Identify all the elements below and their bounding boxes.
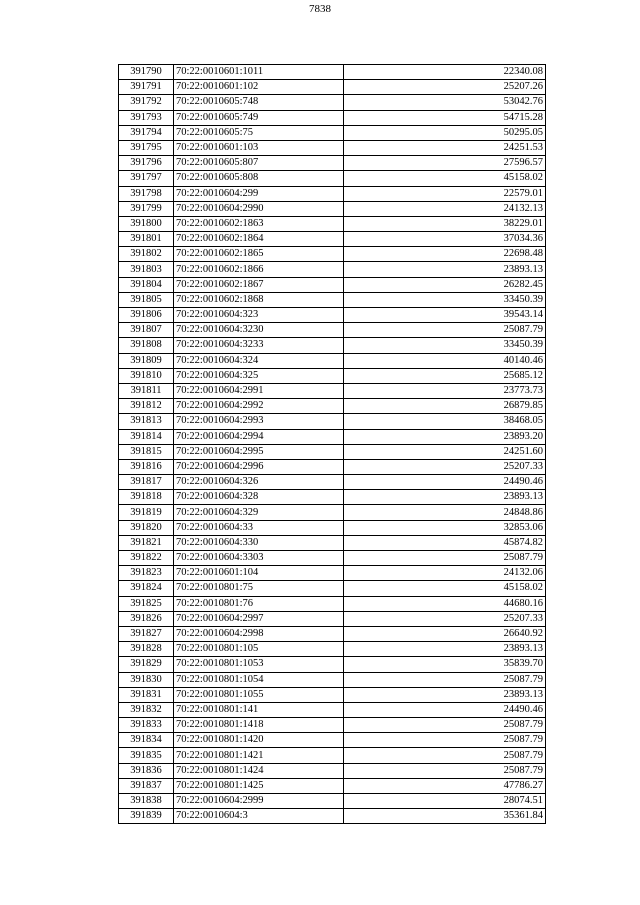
row-id-cell: 391839 [119, 809, 174, 824]
table-row [119, 672, 546, 687]
table-row [119, 399, 546, 414]
table-row [119, 353, 546, 368]
row-id-cell: 391804 [119, 277, 174, 292]
table-row [119, 156, 546, 171]
row-id-cell: 391807 [119, 323, 174, 338]
row-id-cell: 391821 [119, 535, 174, 550]
table-row [119, 110, 546, 125]
cadastral-number-cell: 70:22:0010604:2996 [174, 459, 344, 474]
row-id-cell: 391795 [119, 140, 174, 155]
value-cell: 53042.76 [344, 95, 546, 110]
value-cell: 24251.53 [344, 140, 546, 155]
cadastral-number-cell: 70:22:0010601:102 [174, 80, 344, 95]
table-row [119, 505, 546, 520]
table-row [119, 490, 546, 505]
row-id-cell: 391794 [119, 125, 174, 140]
cadastral-number-cell: 70:22:0010801:1424 [174, 763, 344, 778]
table-body [119, 65, 546, 824]
value-cell: 23893.13 [344, 642, 546, 657]
table-row [119, 794, 546, 809]
value-cell: 25087.79 [344, 718, 546, 733]
table-row [119, 277, 546, 292]
row-id-cell: 391826 [119, 611, 174, 626]
cadastral-number-cell: 70:22:0010604:2990 [174, 201, 344, 216]
row-id-cell: 391818 [119, 490, 174, 505]
row-id-cell: 391813 [119, 414, 174, 429]
table-row [119, 733, 546, 748]
value-cell: 54715.28 [344, 110, 546, 125]
row-id-cell: 391805 [119, 292, 174, 307]
cadastral-number-cell: 70:22:0010801:1054 [174, 672, 344, 687]
table-row [119, 383, 546, 398]
cadastral-number-cell: 70:22:0010604:323 [174, 308, 344, 323]
table-row [119, 718, 546, 733]
table-row [119, 763, 546, 778]
row-id-cell: 391831 [119, 687, 174, 702]
cadastral-number-cell: 70:22:0010602:1863 [174, 216, 344, 231]
cadastral-number-cell: 70:22:0010801:141 [174, 702, 344, 717]
value-cell: 25087.79 [344, 763, 546, 778]
row-id-cell: 391801 [119, 232, 174, 247]
cadastral-number-cell: 70:22:0010605:75 [174, 125, 344, 140]
cadastral-number-cell: 70:22:0010604:33 [174, 520, 344, 535]
value-cell: 26879.85 [344, 399, 546, 414]
value-cell: 24848.86 [344, 505, 546, 520]
value-cell: 40140.46 [344, 353, 546, 368]
table-row [119, 247, 546, 262]
row-id-cell: 391809 [119, 353, 174, 368]
cadastral-number-cell: 70:22:0010604:324 [174, 353, 344, 368]
cadastral-number-cell: 70:22:0010604:326 [174, 475, 344, 490]
table-row [119, 338, 546, 353]
value-cell: 24132.06 [344, 566, 546, 581]
table-row [119, 551, 546, 566]
table-row [119, 702, 546, 717]
value-cell: 23893.13 [344, 490, 546, 505]
table-row [119, 687, 546, 702]
cadastral-number-cell: 70:22:0010801:76 [174, 596, 344, 611]
value-cell: 45158.02 [344, 581, 546, 596]
table-row [119, 232, 546, 247]
table-row [119, 611, 546, 626]
row-id-cell: 391836 [119, 763, 174, 778]
value-cell: 24251.60 [344, 444, 546, 459]
cadastral-number-cell: 70:22:0010801:1421 [174, 748, 344, 763]
cadastral-number-cell: 70:22:0010801:1053 [174, 657, 344, 672]
table-row [119, 459, 546, 474]
cadastral-number-cell: 70:22:0010605:748 [174, 95, 344, 110]
cadastral-number-cell: 70:22:0010801:1425 [174, 778, 344, 793]
row-id-cell: 391808 [119, 338, 174, 353]
value-cell: 24490.46 [344, 702, 546, 717]
row-id-cell: 391835 [119, 748, 174, 763]
cadastral-number-cell: 70:22:0010602:1865 [174, 247, 344, 262]
cadastral-table [118, 64, 546, 824]
table-row [119, 140, 546, 155]
value-cell: 23773.73 [344, 383, 546, 398]
table-row [119, 292, 546, 307]
value-cell: 25087.79 [344, 551, 546, 566]
table-row [119, 626, 546, 641]
row-id-cell: 391812 [119, 399, 174, 414]
row-id-cell: 391803 [119, 262, 174, 277]
cadastral-number-cell: 70:22:0010604:2992 [174, 399, 344, 414]
cadastral-number-cell: 70:22:0010801:105 [174, 642, 344, 657]
row-id-cell: 391827 [119, 626, 174, 641]
row-id-cell: 391800 [119, 216, 174, 231]
value-cell: 33450.39 [344, 292, 546, 307]
value-cell: 38468.05 [344, 414, 546, 429]
cadastral-number-cell: 70:22:0010801:1418 [174, 718, 344, 733]
cadastral-number-cell: 70:22:0010604:2995 [174, 444, 344, 459]
row-id-cell: 391816 [119, 459, 174, 474]
table-row [119, 748, 546, 763]
table-row [119, 216, 546, 231]
cadastral-number-cell: 70:22:0010801:1055 [174, 687, 344, 702]
table-row [119, 171, 546, 186]
row-id-cell: 391791 [119, 80, 174, 95]
value-cell: 27596.57 [344, 156, 546, 171]
table-row [119, 444, 546, 459]
table-row [119, 778, 546, 793]
value-cell: 25087.79 [344, 672, 546, 687]
cadastral-number-cell: 70:22:0010601:103 [174, 140, 344, 155]
row-id-cell: 391822 [119, 551, 174, 566]
value-cell: 25207.26 [344, 80, 546, 95]
row-id-cell: 391811 [119, 383, 174, 398]
table-row [119, 657, 546, 672]
cadastral-number-cell: 70:22:0010604:3303 [174, 551, 344, 566]
row-id-cell: 391814 [119, 429, 174, 444]
row-id-cell: 391797 [119, 171, 174, 186]
row-id-cell: 391823 [119, 566, 174, 581]
value-cell: 38229.01 [344, 216, 546, 231]
row-id-cell: 391802 [119, 247, 174, 262]
cadastral-number-cell: 70:22:0010604:2993 [174, 414, 344, 429]
cadastral-number-cell: 70:22:0010604:2994 [174, 429, 344, 444]
value-cell: 25087.79 [344, 733, 546, 748]
value-cell: 22579.01 [344, 186, 546, 201]
row-id-cell: 391793 [119, 110, 174, 125]
value-cell: 25087.79 [344, 323, 546, 338]
value-cell: 28074.51 [344, 794, 546, 809]
value-cell: 39543.14 [344, 308, 546, 323]
table-row [119, 262, 546, 277]
table-row [119, 809, 546, 824]
cadastral-number-cell: 70:22:0010604:2991 [174, 383, 344, 398]
cadastral-number-cell: 70:22:0010604:325 [174, 368, 344, 383]
row-id-cell: 391792 [119, 95, 174, 110]
cadastral-number-cell: 70:22:0010604:3233 [174, 338, 344, 353]
table-row [119, 95, 546, 110]
row-id-cell: 391825 [119, 596, 174, 611]
value-cell: 33450.39 [344, 338, 546, 353]
value-cell: 47786.27 [344, 778, 546, 793]
value-cell: 26282.45 [344, 277, 546, 292]
row-id-cell: 391799 [119, 201, 174, 216]
row-id-cell: 391824 [119, 581, 174, 596]
cadastral-number-cell: 70:22:0010604:3 [174, 809, 344, 824]
row-id-cell: 391819 [119, 505, 174, 520]
row-id-cell: 391834 [119, 733, 174, 748]
value-cell: 25207.33 [344, 459, 546, 474]
cadastral-number-cell: 70:22:0010604:330 [174, 535, 344, 550]
table-row [119, 65, 546, 80]
table-row [119, 596, 546, 611]
value-cell: 25087.79 [344, 748, 546, 763]
row-id-cell: 391806 [119, 308, 174, 323]
value-cell: 50295.05 [344, 125, 546, 140]
value-cell: 22698.48 [344, 247, 546, 262]
table-row [119, 125, 546, 140]
row-id-cell: 391796 [119, 156, 174, 171]
cadastral-number-cell: 70:22:0010604:328 [174, 490, 344, 505]
table-row [119, 201, 546, 216]
table-row [119, 80, 546, 95]
page-number: 7838 [309, 3, 331, 15]
table-row [119, 535, 546, 550]
row-id-cell: 391832 [119, 702, 174, 717]
cadastral-number-cell: 70:22:0010605:807 [174, 156, 344, 171]
table-row [119, 368, 546, 383]
table-row [119, 414, 546, 429]
row-id-cell: 391817 [119, 475, 174, 490]
value-cell: 23893.13 [344, 262, 546, 277]
value-cell: 24490.46 [344, 475, 546, 490]
table-row [119, 475, 546, 490]
value-cell: 44680.16 [344, 596, 546, 611]
cadastral-number-cell: 70:22:0010602:1866 [174, 262, 344, 277]
row-id-cell: 391798 [119, 186, 174, 201]
cadastral-number-cell: 70:22:0010604:2999 [174, 794, 344, 809]
cadastral-number-cell: 70:22:0010601:104 [174, 566, 344, 581]
cadastral-number-cell: 70:22:0010602:1868 [174, 292, 344, 307]
cadastral-number-cell: 70:22:0010604:2997 [174, 611, 344, 626]
row-id-cell: 391833 [119, 718, 174, 733]
value-cell: 23893.13 [344, 687, 546, 702]
row-id-cell: 391828 [119, 642, 174, 657]
value-cell: 23893.20 [344, 429, 546, 444]
row-id-cell: 391810 [119, 368, 174, 383]
cadastral-number-cell: 70:22:0010601:1011 [174, 65, 344, 80]
row-id-cell: 391820 [119, 520, 174, 535]
table-row [119, 566, 546, 581]
table-row [119, 581, 546, 596]
row-id-cell: 391838 [119, 794, 174, 809]
cadastral-number-cell: 70:22:0010604:2998 [174, 626, 344, 641]
value-cell: 35361.84 [344, 809, 546, 824]
value-cell: 37034.36 [344, 232, 546, 247]
cadastral-number-cell: 70:22:0010602:1867 [174, 277, 344, 292]
value-cell: 24132.13 [344, 201, 546, 216]
row-id-cell: 391790 [119, 65, 174, 80]
cadastral-number-cell: 70:22:0010605:749 [174, 110, 344, 125]
value-cell: 25207.33 [344, 611, 546, 626]
value-cell: 45874.82 [344, 535, 546, 550]
cadastral-number-cell: 70:22:0010604:329 [174, 505, 344, 520]
value-cell: 35839.70 [344, 657, 546, 672]
cadastral-number-cell: 70:22:0010801:1420 [174, 733, 344, 748]
table-row [119, 323, 546, 338]
cadastral-number-cell: 70:22:0010801:75 [174, 581, 344, 596]
table-row [119, 429, 546, 444]
table-row [119, 308, 546, 323]
row-id-cell: 391815 [119, 444, 174, 459]
table-row [119, 642, 546, 657]
table-row [119, 520, 546, 535]
value-cell: 25685.12 [344, 368, 546, 383]
cadastral-number-cell: 70:22:0010604:299 [174, 186, 344, 201]
value-cell: 22340.08 [344, 65, 546, 80]
row-id-cell: 391830 [119, 672, 174, 687]
value-cell: 45158.02 [344, 171, 546, 186]
cadastral-number-cell: 70:22:0010602:1864 [174, 232, 344, 247]
row-id-cell: 391837 [119, 778, 174, 793]
cadastral-number-cell: 70:22:0010604:3230 [174, 323, 344, 338]
value-cell: 26640.92 [344, 626, 546, 641]
table-row [119, 186, 546, 201]
value-cell: 32853.06 [344, 520, 546, 535]
cadastral-number-cell: 70:22:0010605:808 [174, 171, 344, 186]
row-id-cell: 391829 [119, 657, 174, 672]
